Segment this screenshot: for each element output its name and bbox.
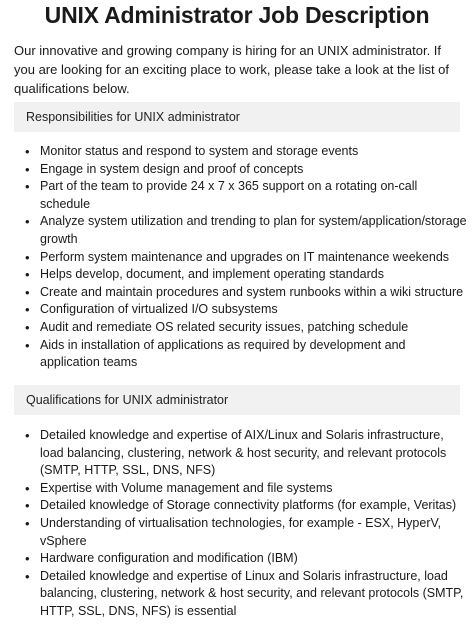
list-item: • Hardware configuration and modification (IBM): [24, 550, 468, 568]
list-item: • Analyze system utilization and trending to plan for system/application/storage growth: [24, 213, 468, 248]
list-item: • Aids in installation of applications as required by development and application teams: [24, 337, 468, 372]
responsibilities-list: [24, 143, 468, 372]
intro-paragraph: Our innovative and growing company is hiring for an UNIX administrator. If you are looking for an exciting place to work, please take a look at the list of qualifications below.: [14, 43, 450, 96]
list-item: • Monitor status and respond to system and storage events: [24, 143, 468, 161]
responsibilities-heading: Responsibilities for UNIX administrator: [14, 102, 460, 132]
list-item: • Engage in system design and proof of concepts: [24, 161, 468, 179]
qualifications-list: [24, 427, 468, 621]
list-item: • Detailed knowledge and expertise of AIX/Linux and Solaris infrastructure, load balancing, clustering, network & host security, and relevant protocols (SMTP, HTTP, SSL, DNS, NFS): [24, 427, 468, 480]
list-item: • Understanding of virtualisation technologies, for example - ESX, HyperV, vSphere: [24, 515, 468, 550]
list-item: • Expertise with Volume management and file systems: [24, 480, 468, 498]
qualifications-heading: Qualifications for UNIX administrator: [14, 385, 460, 415]
page-title: UNIX Administrator Job Description: [44, 2, 430, 28]
list-item: • Part of the team to provide 24 x 7 x 365 support on a rotating on-call schedule: [24, 178, 468, 213]
list-item: • Detailed knowledge and expertise of Linux and Solaris infrastructure, load balancing, clustering, network & host security, and relevant protocols (SMTP, HTTP, SSL, DNS, NFS) is essential: [24, 568, 468, 621]
list-item: • Helps develop, document, and implement operating standards: [24, 266, 468, 284]
list-item: • Detailed knowledge of Storage connectivity platforms (for example, Veritas): [24, 497, 468, 515]
list-item: • Audit and remediate OS related security issues, patching schedule: [24, 319, 468, 337]
list-item: • Configuration of virtualized I/O subsystems: [24, 301, 468, 319]
list-item: • Create and maintain procedures and system runbooks within a wiki structure: [24, 284, 468, 302]
list-item: • Perform system maintenance and upgrades on IT maintenance weekends: [24, 249, 468, 267]
